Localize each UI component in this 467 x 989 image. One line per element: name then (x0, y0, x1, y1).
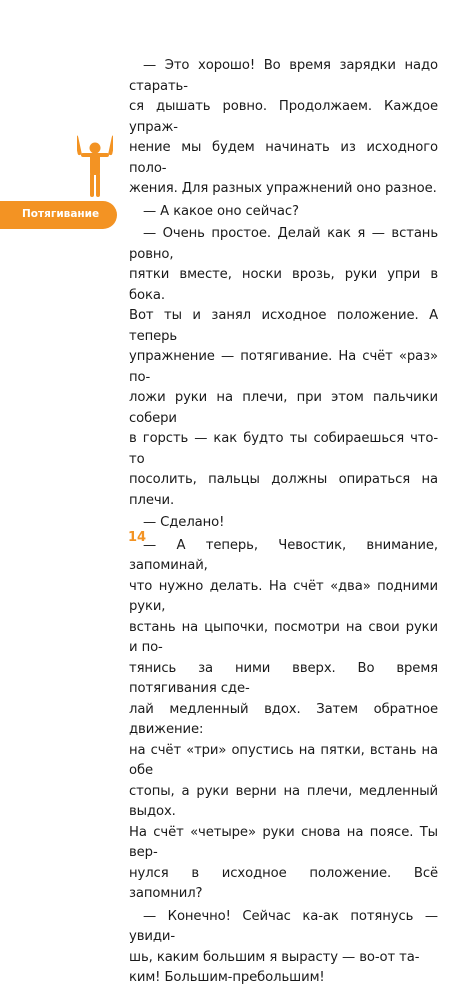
body-text (129, 56, 438, 989)
page-number: 14 (128, 530, 147, 545)
section-tab-label: Потягивание (22, 208, 100, 220)
paragraph: — А какое оно сейчас? (143, 203, 299, 219)
paragraph: — А теперь, Чевостик, внимание, запоминай, что нужно делать. На счёт «два» подними руки, встань на цыпочки, посмотри на свои руки и по- тянись за ними вверх. Во время потягивания сде- лай медленный вдох. Затем обратное движение: на счёт «три» опустись на пятки, встань на обе стопы, а руки верни на плечи, медленный выдох. На счёт «четыре» руки снова на поясе. Ты вер- нулся в исходное положение. Всё запомнил? (129, 537, 438, 901)
stick-figure-arms-raised-icon (77, 135, 113, 197)
paragraph: — Сделано! (143, 515, 225, 530)
paragraph: — Очень простое. Делай как я — встань ровно, пятки вместе, носки врозь, руки упри в бока. Вот ты и занял исходное положение. А теперь упражнение — потягивание. На счёт «раз» по- ложи руки на плечи, при этом пальчики собери в горсть — как будто ты собираешься что-то посолить, пальцы должны опираться на плечи. (129, 226, 438, 508)
section-tab (0, 201, 117, 229)
paragraph: — Это хорошо! Во время зарядки надо старать- ся дышать ровно. Продолжаем. Каждое упраж- нение мы будем начинать из исходного поло- жения. Для разных упражнений оно разное. (129, 58, 438, 196)
paragraph: — Конечно! Сейчас ка-ак потянусь — увиди- шь, каким большим я вырасту — во-от та- ким! Большим-пребольшим! (129, 908, 438, 985)
